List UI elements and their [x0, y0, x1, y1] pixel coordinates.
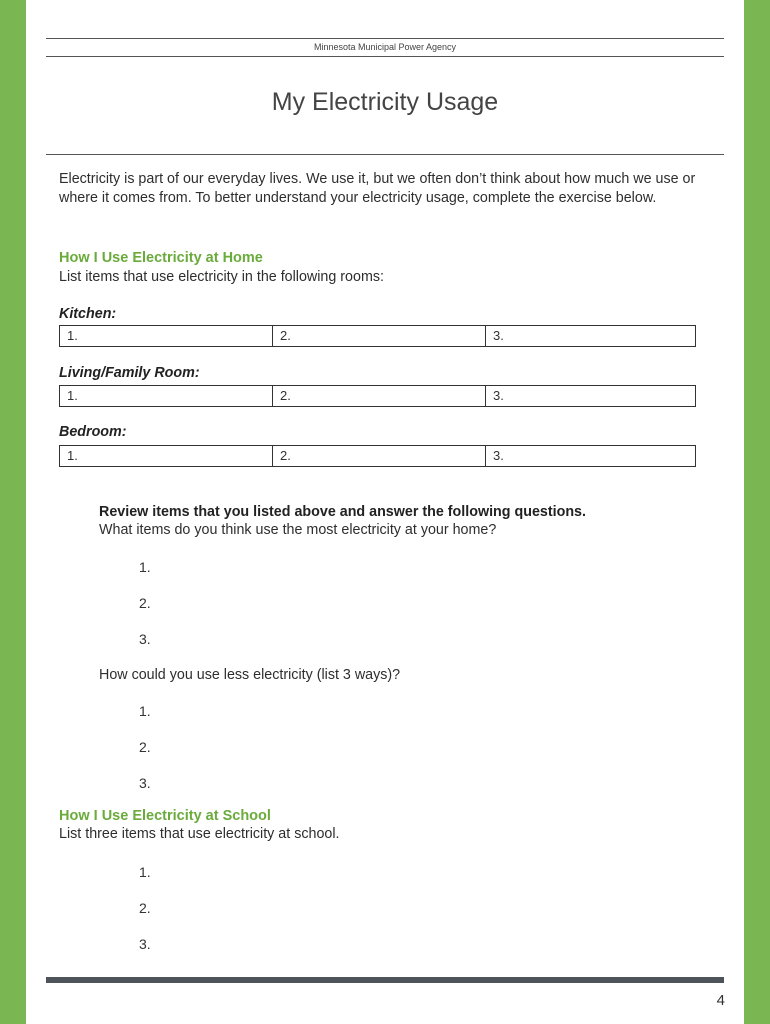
school-instruction: List three items that use electricity at school. [59, 826, 340, 842]
living-room-cell-2[interactable]: 2. [272, 386, 485, 406]
q1-answer-3[interactable]: 3. [139, 631, 151, 647]
bedroom-cell-1[interactable]: 1. [67, 448, 78, 463]
school-answer-2[interactable]: 2. [139, 900, 151, 916]
q2-answer-1[interactable]: 1. [139, 703, 151, 719]
bedroom-cell-2[interactable]: 2. [272, 446, 485, 466]
header-rule-bottom [46, 56, 724, 57]
kitchen-label: Kitchen: [59, 306, 117, 322]
footer-bar [46, 977, 724, 983]
bedroom-label: Bedroom: [59, 424, 127, 440]
agency-name: Minnesota Municipal Power Agency [313, 42, 457, 52]
q1-answer-2[interactable]: 2. [139, 595, 151, 611]
page-title: My Electricity Usage [271, 88, 499, 116]
school-section-heading: How I Use Electricity at School [59, 808, 271, 824]
page-number: 4 [716, 992, 725, 1009]
bedroom-table [59, 445, 696, 467]
home-section-heading: How I Use Electricity at Home [59, 250, 263, 266]
title-rule [46, 154, 724, 155]
right-green-border [744, 0, 770, 1024]
review-heading: Review items that you listed above and answer the following questions. [99, 504, 586, 520]
q2-answer-2[interactable]: 2. [139, 739, 151, 755]
review-question-2: How could you use less electricity (list 3 ways)? [99, 667, 401, 683]
review-question-1: What items do you think use the most electricity at your home? [99, 522, 497, 538]
bedroom-cell-3[interactable]: 3. [485, 446, 695, 466]
left-green-border [0, 0, 26, 1024]
living-room-cell-1[interactable]: 1. [67, 388, 78, 403]
q2-answer-3[interactable]: 3. [139, 775, 151, 791]
living-room-label: Living/Family Room: [59, 365, 200, 381]
living-room-table [59, 385, 696, 407]
kitchen-cell-2[interactable]: 2. [272, 326, 485, 346]
living-room-cell-3[interactable]: 3. [485, 386, 695, 406]
home-instruction: List items that use electricity in the following rooms: [59, 269, 384, 285]
header-rule-top [46, 38, 724, 39]
kitchen-cell-1[interactable]: 1. [67, 328, 78, 343]
school-answer-1[interactable]: 1. [139, 864, 151, 880]
school-answer-3[interactable]: 3. [139, 936, 151, 952]
intro-paragraph: Electricity is part of our everyday lives. We use it, but we often don’t think about how much we use or where it comes from. To better understand your electricity usage, complete the exercise below. [59, 171, 696, 206]
q1-answer-1[interactable]: 1. [139, 559, 151, 575]
kitchen-cell-3[interactable]: 3. [485, 326, 695, 346]
kitchen-table [59, 325, 696, 347]
